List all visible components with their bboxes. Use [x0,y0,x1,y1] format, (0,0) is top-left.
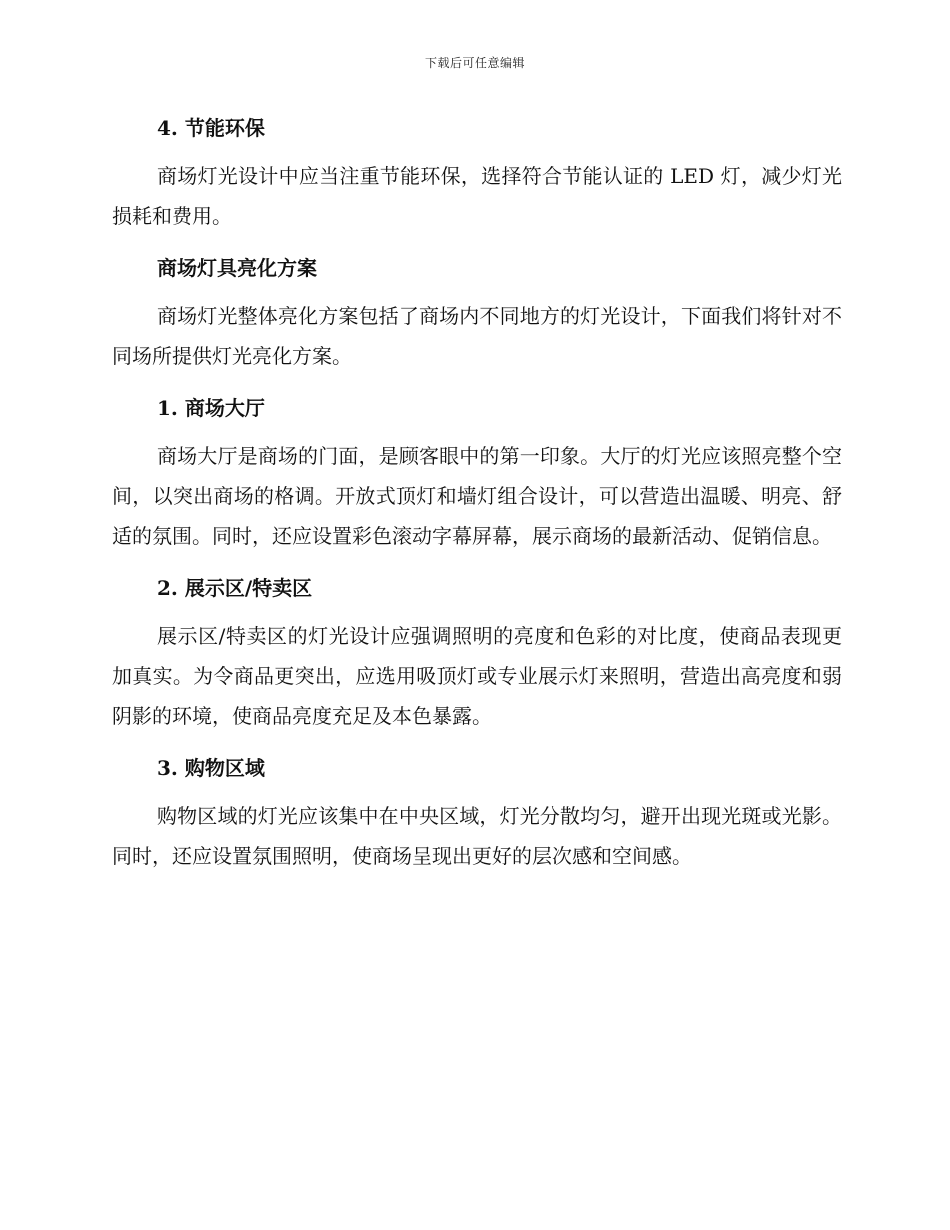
header-note: 下载后可任意编辑 [424,56,525,70]
section-heading-lobby: 1. 商场大厅 [157,396,265,420]
section-paragraph-lobby: 商场大厅是商场的门面，是顾客眼中的第一印象。大厅的灯光应该照亮整个空间，以突出商场的格调。开放式顶灯和墙灯组合设计，可以营造出温暖、明亮、舒适的氛围。同时，还应设置彩色滚动字幕屏幕，展示商场的最新活动、促销信息。 [112,444,842,548]
section-heading-display-area: 2. 展示区/特卖区 [157,576,313,600]
document-body [112,108,842,888]
section-paragraph-display-area: 展示区/特卖区的灯光设计应强调照明的亮度和色彩的对比度，使商品表现更加真实。为令商品更突出，应选用吸顶灯或专业展示灯来照明，营造出高亮度和弱阴影的环境，使商品亮度充足及本色暴露。 [112,624,842,728]
section-paragraph-shopping-area: 购物区域的灯光应该集中在中央区域，灯光分散均匀，避开出现光斑或光影。同时，还应设置氛围照明，使商场呈现出更好的层次感和空间感。 [112,804,842,868]
section-paragraph-lighting-plan: 商场灯光整体亮化方案包括了商场内不同地方的灯光设计，下面我们将针对不同场所提供灯光亮化方案。 [112,304,842,368]
section-paragraph-energy: 商场灯光设计中应当注重节能环保，选择符合节能认证的 LED 灯，减少灯光损耗和费用。 [112,164,842,228]
section-heading-lighting-plan: 商场灯具亮化方案 [157,256,317,280]
section-heading-shopping-area: 3. 购物区域 [157,756,265,780]
section-heading-energy: 4. 节能环保 [157,116,265,140]
